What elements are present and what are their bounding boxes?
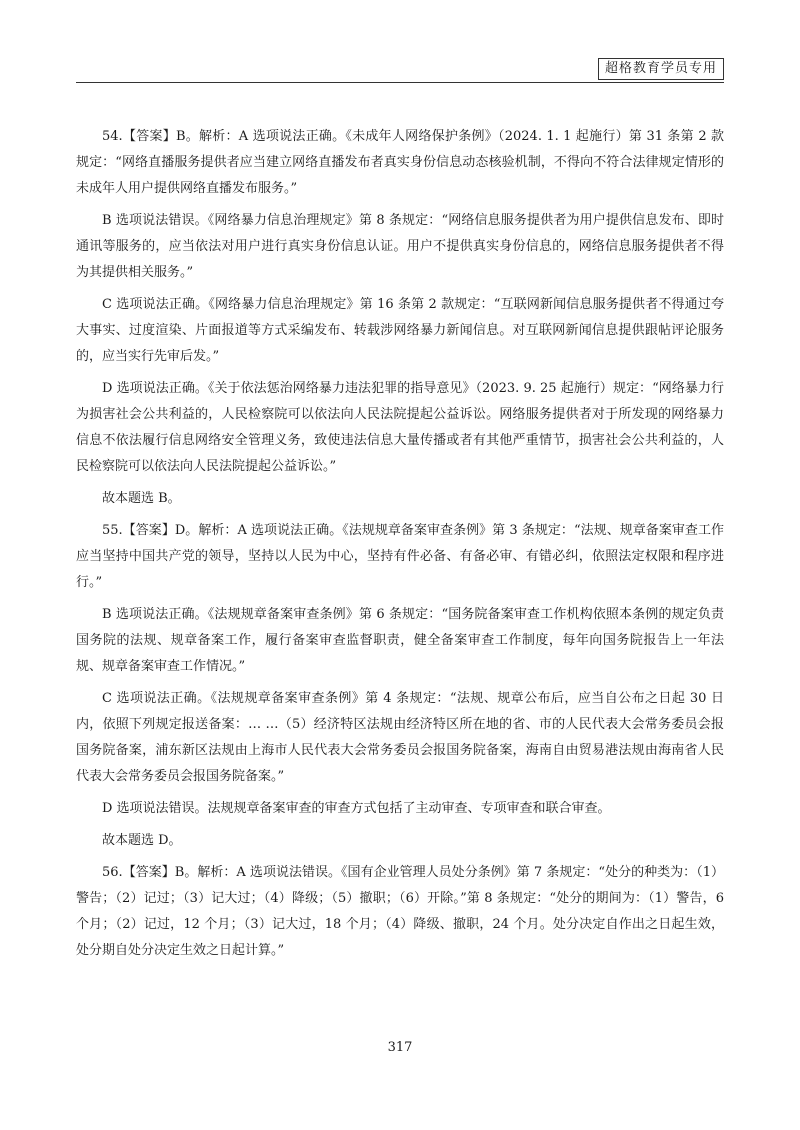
paragraph-q55-option-b: B 选项说法正确。《法规规章备案审查条例》第 6 条规定：“国务院备案审查工作机构依照本条例的规定负责国务院的法规、规章备案工作，履行备案审查监督职责，健全备案审查工作制度，每年向国务院报告上一年法规、规章备案审查工作情况。” — [76, 607, 724, 674]
paragraph-q56: 56.【答案】B。解析：A 选项说法错误。《国有企业管理人员处分条例》第 7 条规定：“处分的种类为：（1）警告；（2）记过；（3）记大过；（4）降级；（5）撤职；（6）开除。”第 8 条规定：“处分的期间为：（1）警告，6 个月；（2）记过，12 个月；（3）记大过，18 个月；（4）降级、撤职，24 个月。处分决定自作出之日起生效，处分期自处分决定生效之日起计算。” — [76, 865, 724, 958]
paragraph-q55: 55.【答案】D。解析：A 选项说法正确。《法规规章备案审查条例》第 3 条规定：“法规、规章备案审查工作应当坚持中国共产党的领导，坚持以人民为中心，坚持有件必备、有备必审、有错必纠，依照法定权限和程序进行。” — [76, 523, 724, 590]
header-badge: 超格教育学员专用 — [598, 58, 724, 80]
header-rule — [76, 82, 724, 83]
paragraph-q54-option-c: C 选项说法正确。《网络暴力信息治理规定》第 16 条第 2 款规定：“互联网新闻信息服务提供者不得通过夸大事实、过度渲染、片面报道等方式采编发布、转载涉网络暴力新闻信息。对互联网新闻信息提供跟帖评论服务的，应当实行先审后发。” — [76, 297, 724, 364]
page-number: 317 — [387, 1040, 413, 1055]
answer-explanations — [76, 124, 724, 970]
paragraph-q54-option-d: D 选项说法正确。《关于依法惩治网络暴力违法犯罪的指导意见》（2023. 9. 25 起施行）规定：“网络暴力行为损害社会公共利益的，人民检察院可以依法向人民法院提起公益诉讼。网络服务提供者对于所发现的网络暴力信息不依法履行信息网络安全管理义务，致使违法信息大量传播或者有其他严重情节，损害社会公共利益的，人民检察院可以依法向人民法院提起公益诉讼。” — [76, 381, 724, 474]
paragraph-q54-conclusion: 故本题选 B。 — [102, 491, 181, 506]
paragraph-q55-option-c: C 选项说法正确。《法规规章备案审查条例》第 4 条规定：“法规、规章公布后，应当自公布之日起 30 日内，依照下列规定报送备案：… …（5）经济特区法规由经济特区所在地的省、市的人民代表大会常务委员会报国务院备案，浦东新区法规由上海市人民代表大会常务委员会报国务院备案，海南自由贸易港法规由海南省人民代表大会常务委员会报国务院备案。” — [76, 691, 724, 784]
paragraph-q55-option-d: D 选项说法错误。法规规章备案审查的审查方式包括了主动审查、专项审查和联合审查。 — [102, 801, 611, 816]
paragraph-q55-conclusion: 故本题选 D。 — [102, 833, 182, 848]
paragraph-q54: 54.【答案】B。解析：A 选项说法正确。《未成年人网络保护条例》（2024. 1. 1 起施行）第 31 条第 2 款规定：“网络直播服务提供者应当建立网络直播发布者真实身份信息动态核验机制，不得向不符合法律规定情形的未成年人用户提供网络直播发布服务。” — [76, 129, 724, 196]
paragraph-q54-option-b: B 选项说法错误。《网络暴力信息治理规定》第 8 条规定：“网络信息服务提供者为用户提供信息发布、即时通讯等服务的，应当依法对用户进行真实身份信息认证。用户不提供真实身份信息的，网络信息服务提供者不得为其提供相关服务。” — [76, 213, 724, 280]
